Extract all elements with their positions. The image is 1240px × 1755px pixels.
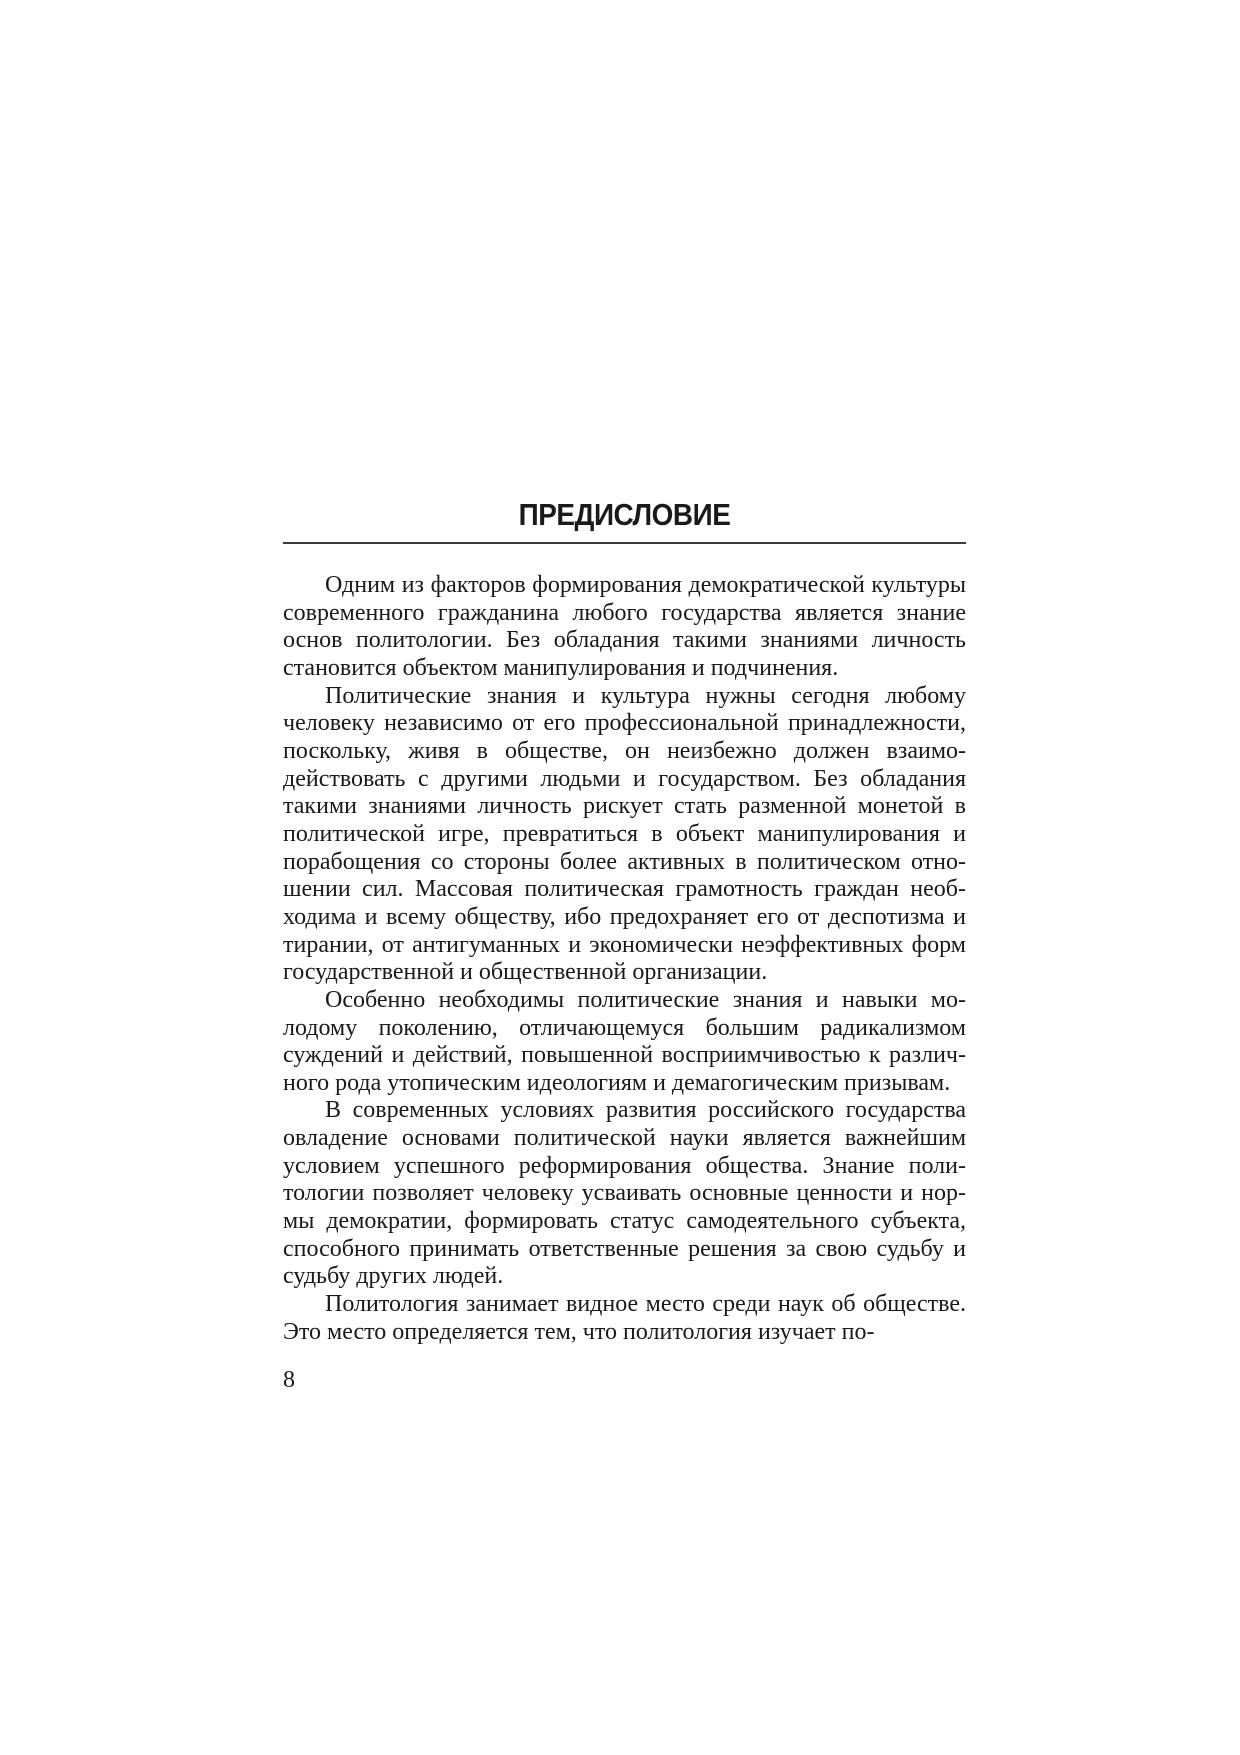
preface-section bbox=[283, 495, 966, 1345]
body-text bbox=[283, 572, 966, 1346]
page-title: ПРЕДИСЛОВИЕ bbox=[518, 497, 731, 532]
page-number: 8 bbox=[283, 1367, 295, 1393]
paragraph: Политология занимает видное место среди наук об обществе. Это место определяется тем, что политология изучает по- bbox=[283, 1291, 966, 1345]
paragraph: Особенно необходимы политические знания и навыки молодому поколению, отличающемуся большим радикализмом суждений и действий, повышенной восприимчивостью к различного рода утопическим идеологиям и демагогическим призывам. bbox=[283, 986, 966, 1096]
paragraph: Одним из факторов формирования демократической культуры современного гражданина любого государства является знание основ политологии. Без обладания такими знаниями личность становится объектом манипулирования и подчинения. bbox=[283, 572, 966, 681]
title-divider bbox=[283, 542, 966, 544]
paragraph: В современных условиях развития российского государства овладение основами политической науки является важнейшим условием успешного реформирования общества. Знание политологии позволяет человеку усваивать основные ценности и нормы демократии, формировать статус самодеятельного субъекта, способного принимать ответственные решения за свою судьбу и судьбу других людей. bbox=[283, 1097, 966, 1290]
paragraph: Политические знания и культура нужны сегодня любому человеку независимо от его профессиональной принадлежности, поскольку, живя в обществе, он неизбежно должен взаимодействовать с другими людьми и государством. Без обладания такими знаниями личность рискует стать разменной монетой в политической игре, превратиться в объект манипулирования и порабощения со стороны более активных в политическом отношении сил. Массовая политическая грамотность граждан необходима и всему обществу, ибо предохраняет его от деспотизма и тирании, от антигуманных и экономически неэффективных форм государственной и общественной организации. bbox=[283, 682, 966, 986]
